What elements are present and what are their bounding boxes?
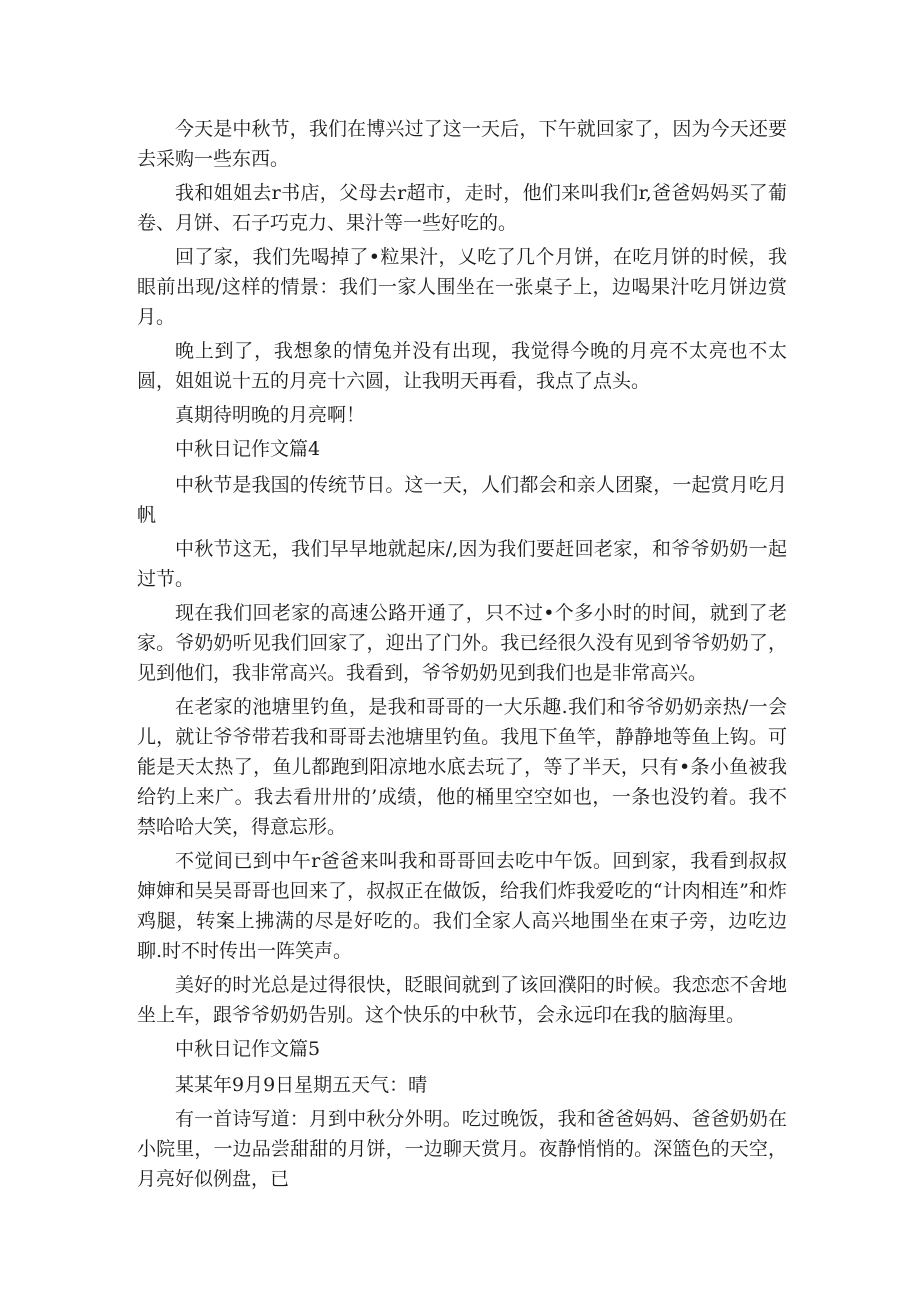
paragraph-2: 我和姐姐去r书店，父母去r超市，走时，他们来叫我们r,爸爸妈妈买了葡卷、月饼、石子巧克力、果汁等一些好吃的。 bbox=[137, 182, 787, 234]
paragraph-9: 在老家的池塘里钓鱼，是我和哥哥的一大乐趣.我们和爷爷奶奶亲热/一会儿，就让爷爷带若我和哥哥去池塘里钓鱼。我甩下鱼竿，静静地等鱼上钩。可能是天太热了，鱼儿都跑到阳凉地水底去玩了，等了半天，只有•条小鱼被我给钓上来广。我去看卅卅的’成绩，他的桶里空空如也，一条也没钓着。我不禁哈哈大笑，得意忘形。 bbox=[137, 696, 787, 838]
paragraph-7: 中秋节这无，我们早早地就起床/,因为我们要赶回老家，和爷爷奶奶一起过节。 bbox=[137, 538, 787, 590]
paragraph-1: 今天是中秋节，我们在博兴过了这一天后，下午就回家了，因为今天还要去采购一些东西。 bbox=[137, 118, 787, 170]
paragraph-8: 现在我们回老家的高速公路开通了，只不过•个多小时的时间，就到了老家。爷奶奶听见我们回家了，迎出了门外。我已经很久没有见到爷爷奶奶了，见到他们，我非常高兴。我看到，爷爷奶奶见到我们也是非常高兴。 bbox=[137, 602, 787, 684]
section-heading-4: 中秋日记作文篇4 bbox=[175, 438, 321, 460]
paragraph-3: 回了家，我们先喝掉了•粒果汁，乂吃了几个月饼，在吃月饼的时候，我眼前出现/这样的情景：我们一家人围坐在一张桌子上，边喝果汁吃月饼边赏月。 bbox=[137, 246, 787, 328]
paragraph-5: 真期待明晚的月亮啊！ bbox=[175, 404, 366, 426]
paragraph-12: 有一首诗写道：月到中秋分外明。吃过晚饭，我和爸爸妈妈、爸爸奶奶在小院里，一边品尝甜甜的月饼，一边聊天赏月。夜静悄悄的。深篮色的天空，月亮好似例盘，已 bbox=[137, 1108, 787, 1190]
section-heading-5: 中秋日记作文篇5 bbox=[175, 1038, 321, 1060]
paragraph-11: 美好的时光总是过得很快，眨眼间就到了该回濮阳的时候。我恋恋不舍地坐上车，跟爷爷奶奶告别。这个快乐的中秋节，会永远印在我的脑海里。 bbox=[137, 974, 787, 1026]
document-page bbox=[137, 114, 787, 1198]
diary-date-line: 某某年9月9日星期五天气：晴 bbox=[175, 1074, 428, 1096]
paragraph-4: 晚上到了，我想象的情兔并没有出现，我觉得今晚的月亮不太亮也不太圆，姐姐说十五的月亮十六圆，让我明天再看，我点了点头。 bbox=[137, 340, 787, 392]
paragraph-6: 中秋节是我国的传统节日。这一天，人们都会和亲人团聚，一起赏月吃月帆 bbox=[137, 474, 787, 526]
paragraph-10: 不觉间已到中午r爸爸来叫我和哥哥回去吃中午饭。回到家，我看到叔叔婶婶和吴吴哥哥也回来了，叔叔正在做饭，给我们炸我爱吃的“计肉相连”和炸鸡腿，转案上拂满的尽是好吃的。我们全家人高兴地围坐在束子旁，边吃边聊.时不时传出一阵笑声。 bbox=[137, 850, 787, 962]
